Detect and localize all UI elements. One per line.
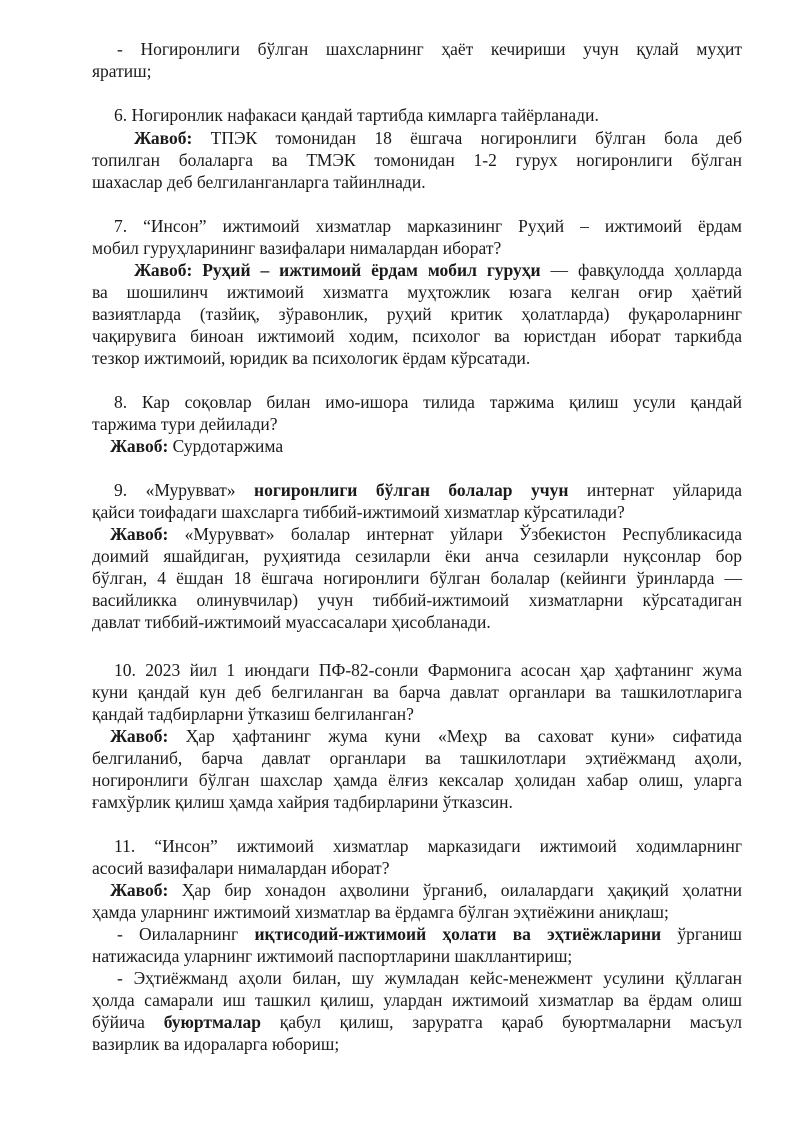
question-11-line: асосий вазифалари нималардан иборат? [92, 858, 390, 878]
question-7-line: 7. “Инсон” ижтимоий хизматлар марказининг Руҳий – ижтимоий ёрдам [114, 216, 742, 236]
question-7-line: мобил гуруҳларининг вазифалари нималардан иборат? [92, 238, 502, 258]
bullet-line: ҳолда самарали иш ташкил қилиш, улардан ижтимоий хизматлар ва ёрдам олиш [92, 990, 742, 1010]
question-8-line: таржима тури дейилади? [92, 414, 278, 434]
bullet-line: бўйича буюртмалар қабул қилиш, заруратга қараб буюртмаларни масъул [92, 1012, 743, 1032]
answer-9-line: бўлган, 4 ёшдан 18 ёшгача ногиронлиги бўлган болалар (кейинги ўринларда — [92, 568, 742, 588]
answer-6-line: топилган болаларга ва ТМЭК томонидан 1-2 гурух ногиронлиги бўлган [92, 150, 742, 170]
bullet-line: - Эҳтиёжманд аҳоли билан, шу жумладан кейс-менежмент усулини қўллаган [117, 968, 742, 988]
answer-11-line: ҳамда уларнинг ижтимоий хизматлар ва ёрдамга бўлган эҳтиёжини аниқлаш; [92, 902, 669, 922]
answer-10-line: Жавоб: Ҳар ҳафтанинг жума куни «Меҳр ва саховат куни» сифатида [110, 726, 742, 746]
answer-7-line: Жавоб: Руҳий – ижтимоий ёрдам мобил гуруҳи — фавқулодда ҳолларда [134, 260, 742, 280]
question-9-line: қайси тоифадаги шахсларга тиббий-ижтимоий хизматлар кўрсатилади? [92, 502, 625, 522]
question-10-line: 10. 2023 йил 1 июндаги ПФ-82-сонли Фармонига асосан ҳар ҳафтанинг жума [114, 660, 742, 680]
question-10-line: куни қандай кун деб белгиланган ва барча давлат органлари ва ташкилотларига [92, 682, 742, 702]
answer-7-line: ва шошилинч ижтимоий хизматга муҳтожлик юзага келган оғир ҳаётий [92, 282, 742, 302]
answer-7-line: чақирувига биноан ижтимоий ходим, психолог ва юристдан иборат таркибда [92, 326, 742, 346]
answer-9-line: давлат тиббий-ижтимоий муассасалари ҳисобланади. [92, 612, 491, 632]
answer-9-line: васийликка олинувчилар) учун тиббий-ижтимоий хизматларни кўрсатадиган [92, 590, 742, 610]
answer-7-line: вазиятларда (тазйиқ, зўравонлик, руҳий критик ҳолатларда) фуқароларнинг [92, 304, 742, 324]
answer-7-line: тезкор ижтимоий, юридик ва психологик ёрдам кўрсатади. [92, 348, 531, 368]
question-6: 6. Ногиронлик нафакаси қандай тартибда кимларга тайёрланади. [114, 105, 599, 125]
answer-9-line: Жавоб: «Мурувват» болалар интернат уйлари Ўзбекистон Республикасида [110, 524, 742, 544]
answer-label: Жавоб: [110, 524, 169, 544]
answer-11-line: Жавоб: Ҳар бир хонадон аҳволини ўрганиб, оилалардаги ҳақиқий ҳолатни [110, 880, 742, 900]
answer-8-line: Жавоб: Сурдотаржима [110, 436, 284, 456]
answer-6-line: шахаслар деб белгиланганларга тайинлнади. [92, 172, 426, 192]
bullet-line: яратиш; [92, 61, 152, 81]
bullet-line: - Ногиронлиги бўлган шахсларнинг ҳаёт кечириши учун қулай муҳит [117, 39, 742, 59]
question-9-line: 9. «Мурувват» ногиронлиги бўлган болалар учун интернат уйларида [114, 480, 743, 500]
answer-label: Жавоб: Руҳий – ижтимоий ёрдам мобил гуруҳи [134, 260, 541, 280]
answer-label: Жавоб: [110, 726, 169, 746]
answer-label: Жавоб: [134, 128, 193, 148]
answer-10-line: ногиронлиги бўлган шахслар ҳамда ёлғиз кексалар ҳолидан хабар олиш, уларга [92, 770, 742, 790]
bullet-line: натижасида уларнинг ижтимоий паспортларини шакллантириш; [92, 946, 573, 966]
answer-10-line: ғамхўрлик қилиш ҳамда хайрия тадбирларини ўтказсин. [92, 792, 513, 812]
bullet-line: - Оилаларнинг иқтисодий-ижтимоий ҳолати ва эҳтиёжларини ўрганиш [117, 924, 743, 944]
question-8-line: 8. Кар соқовлар билан имо-ишора тилида таржима қилиш усули қандай [114, 392, 742, 412]
question-11-line: 11. “Инсон” ижтимоий хизматлар марказидаги ижтимоий ходимларнинг [114, 836, 742, 856]
answer-10-line: белгиланиб, барча давлат органлари ва ташкилотлари эҳтиёжманд аҳоли, [92, 748, 742, 768]
answer-label: Жавоб: [110, 436, 169, 456]
bullet-line: вазирлик ва идораларга юбориш; [92, 1034, 340, 1054]
question-10-line: қандай тадбирларни ўтказиш белгиланган? [92, 704, 414, 724]
answer-6-line: Жавоб: ТПЭК томонидан 18 ёшгача ногиронлиги бўлган бола деб [134, 128, 742, 148]
answer-9-line: доимий яшайдиган, руҳиятида сезиларли ёки анча сезиларли нуқсонлар бор [92, 546, 742, 566]
answer-label: Жавоб: [110, 880, 169, 900]
